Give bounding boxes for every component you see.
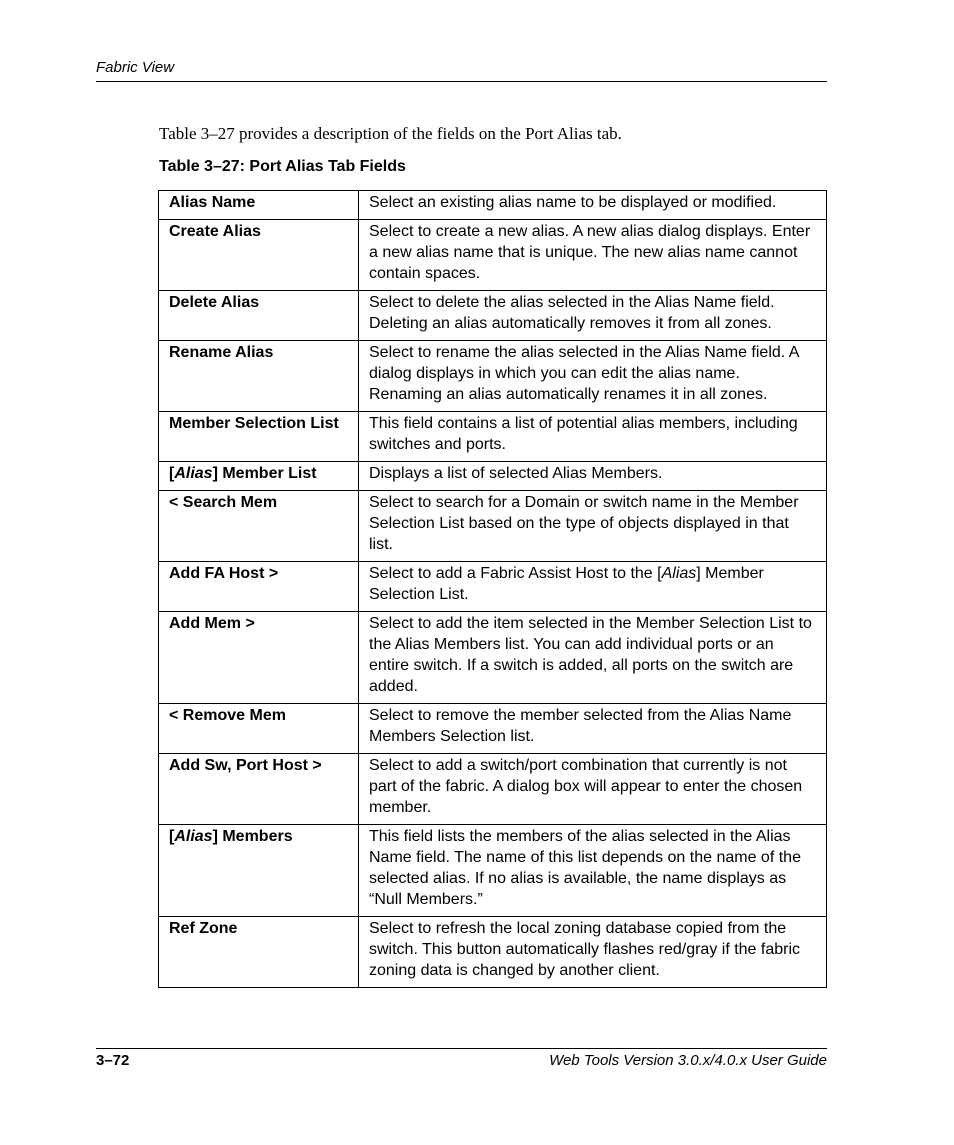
field-description: Select to create a new alias. A new alias dialog displays. Enter a new alias name that is unique. The new alias name cannot contain spaces. xyxy=(369,223,811,282)
field-name-cell xyxy=(159,754,359,825)
field-description-cell xyxy=(359,191,827,220)
field-description-prefix: Select to add a Fabric Assist Host to the [ xyxy=(369,565,662,582)
field-description-cell xyxy=(359,220,827,291)
field-description: Displays a list of selected Alias Members. xyxy=(369,465,663,482)
field-description-cell xyxy=(359,291,827,341)
field-description-cell xyxy=(359,704,827,754)
table-row xyxy=(159,220,827,291)
field-name: Add Mem > xyxy=(169,615,255,632)
field-description: Select to add a switch/port combination that currently is not part of the fabric. A dialog box will appear to enter the chosen member. xyxy=(369,757,803,816)
field-name-cell xyxy=(159,704,359,754)
field-description-suffix: ] Member Selection List. xyxy=(369,565,764,603)
field-description-cell xyxy=(359,917,827,988)
table-row xyxy=(159,412,827,462)
field-name-suffix: ] Members xyxy=(212,828,293,845)
field-name-cell xyxy=(159,612,359,704)
table-row xyxy=(159,562,827,612)
table-row xyxy=(159,754,827,825)
field-name: Add FA Host > xyxy=(169,565,279,582)
field-description-cell xyxy=(359,412,827,462)
field-name-variable: Alias xyxy=(174,828,213,845)
field-name-cell xyxy=(159,191,359,220)
table-row xyxy=(159,612,827,704)
field-name: Rename Alias xyxy=(169,344,274,361)
field-description: Select an existing alias name to be displayed or modified. xyxy=(369,194,777,211)
table-row xyxy=(159,291,827,341)
field-description: Select to rename the alias selected in the Alias Name field. A dialog displays in which you can edit the alias name. Renaming an alias automatically renames it in all zones. xyxy=(369,344,799,403)
field-description: Select to remove the member selected from the Alias Name Members Selection list. xyxy=(369,707,792,745)
field-description: Select to add the item selected in the Member Selection List to the Alias Members list. You can add individual ports or an entire switch. If a switch is added, all ports on the switch are added. xyxy=(369,615,812,695)
field-name: Ref Zone xyxy=(169,920,238,937)
field-name: Delete Alias xyxy=(169,294,260,311)
table-row xyxy=(159,704,827,754)
field-description: This field lists the members of the alias selected in the Alias Name field. The name of this list depends on the name of the selected alias. If no alias is available, the name displays as “Null Members.” xyxy=(369,828,801,908)
field-name-variable: Alias xyxy=(174,465,213,482)
field-name: < Remove Mem xyxy=(169,707,286,724)
running-header: Fabric View xyxy=(96,59,175,76)
field-name: < Search Mem xyxy=(169,494,278,511)
field-name-cell xyxy=(159,341,359,412)
field-name-cell xyxy=(159,562,359,612)
field-name-bracket-open: [ xyxy=(169,465,175,482)
table-row xyxy=(159,191,827,220)
table-row xyxy=(159,825,827,917)
field-name-cell xyxy=(159,412,359,462)
guide-title: Web Tools Version 3.0.x/4.0.x User Guide xyxy=(549,1052,827,1069)
field-description-cell xyxy=(359,825,827,917)
field-description: Select to search for a Domain or switch name in the Member Selection List based on the type of objects displayed in that list. xyxy=(369,494,799,553)
field-name: Add Sw, Port Host > xyxy=(169,757,322,774)
field-name: Member Selection List xyxy=(169,415,339,432)
field-name-cell xyxy=(159,220,359,291)
field-name-cell xyxy=(159,917,359,988)
port-alias-fields-table xyxy=(158,190,827,988)
field-description-cell xyxy=(359,491,827,562)
field-name-cell xyxy=(159,462,359,491)
page-number: 3–72 xyxy=(96,1052,130,1069)
field-description-variable: Alias xyxy=(661,565,697,582)
field-name: Create Alias xyxy=(169,223,261,240)
field-name-bracket-open: [ xyxy=(169,828,175,845)
field-description-cell xyxy=(359,612,827,704)
header-rule xyxy=(96,81,827,82)
table-row xyxy=(159,491,827,562)
table-row xyxy=(159,917,827,988)
field-description-cell xyxy=(359,562,827,612)
field-name-cell xyxy=(159,825,359,917)
field-name: Alias Name xyxy=(169,194,256,211)
footer-rule xyxy=(96,1048,827,1049)
field-description-cell xyxy=(359,462,827,491)
field-name-suffix: ] Member List xyxy=(212,465,317,482)
table-row xyxy=(159,341,827,412)
field-description-cell xyxy=(359,341,827,412)
field-description-cell xyxy=(359,754,827,825)
field-name-cell xyxy=(159,291,359,341)
table-caption: Table 3–27: Port Alias Tab Fields xyxy=(159,158,406,175)
field-description: Select to delete the alias selected in the Alias Name field. Deleting an alias automatically removes it from all zones. xyxy=(369,294,775,332)
field-description: This field contains a list of potential alias members, including switches and ports. xyxy=(369,415,798,453)
intro-paragraph: Table 3–27 provides a description of the fields on the Port Alias tab. xyxy=(159,124,622,143)
field-name-cell xyxy=(159,491,359,562)
table-row xyxy=(159,462,827,491)
field-description: Select to refresh the local zoning database copied from the switch. This button automatically flashes red/gray if the fabric zoning data is changed by another client. xyxy=(369,920,801,979)
